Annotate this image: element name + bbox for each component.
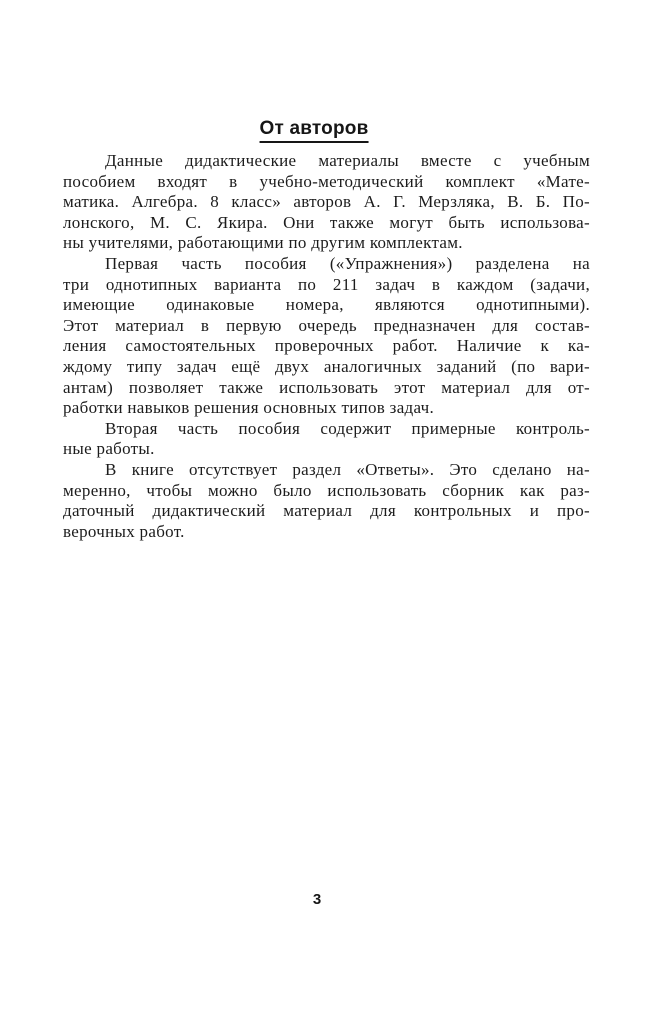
paragraph (63, 151, 590, 254)
text-line: Данные дидактические материалы вместе с учебным (105, 151, 590, 170)
section-heading-text: От авторов (260, 119, 369, 143)
text-line: В книге отсутствует раздел «Ответы». Это сделано на- (105, 459, 590, 479)
text-line: матика. Алгебра. 8 класс» авторов А. Г. Мерзляка, В. Б. По- (63, 192, 590, 212)
body-text (63, 151, 590, 542)
text-line: лонского, М. С. Якира. Они также могут быть использова- (63, 212, 590, 232)
text-line: работки навыков решения основных типов задач. (63, 398, 435, 418)
text-line: пособием входят в учебно-методический комплект «Мате- (63, 171, 590, 191)
paragraph (63, 254, 590, 419)
text-line: ления самостоятельных проверочных работ. Наличие к ка- (63, 336, 590, 356)
text-line: ждому типу задач ещё двух аналогичных заданий (по вари- (63, 356, 590, 376)
paragraph (63, 460, 590, 542)
text-line: Вторая часть пособия содержит примерные контроль- (105, 418, 590, 438)
section-heading (260, 119, 369, 143)
text-line: антам) позволяет также использовать этот материал для от- (63, 377, 590, 397)
text-line: даточный дидактический материал для контрольных и про- (63, 501, 590, 521)
text-line: имеющие одинаковые номера, являются однотипными). (63, 295, 590, 315)
text-line: верочных работ. (63, 521, 185, 541)
text-line: три однотипных варианта по 211 задач в каждом (задачи, (63, 274, 590, 294)
text-line: Первая часть пособия («Упражнения») разделена на (105, 253, 590, 273)
text-line: ные работы. (63, 439, 155, 459)
page-number: 3 (312, 891, 322, 908)
text-line: меренно, чтобы можно было использовать сборник как раз- (63, 480, 590, 500)
paragraph (63, 419, 590, 460)
text-line: Этот материал в первую очередь предназначен для состав- (63, 315, 590, 335)
text-line: ны учителями, работающими по другим комплектам. (63, 233, 463, 253)
